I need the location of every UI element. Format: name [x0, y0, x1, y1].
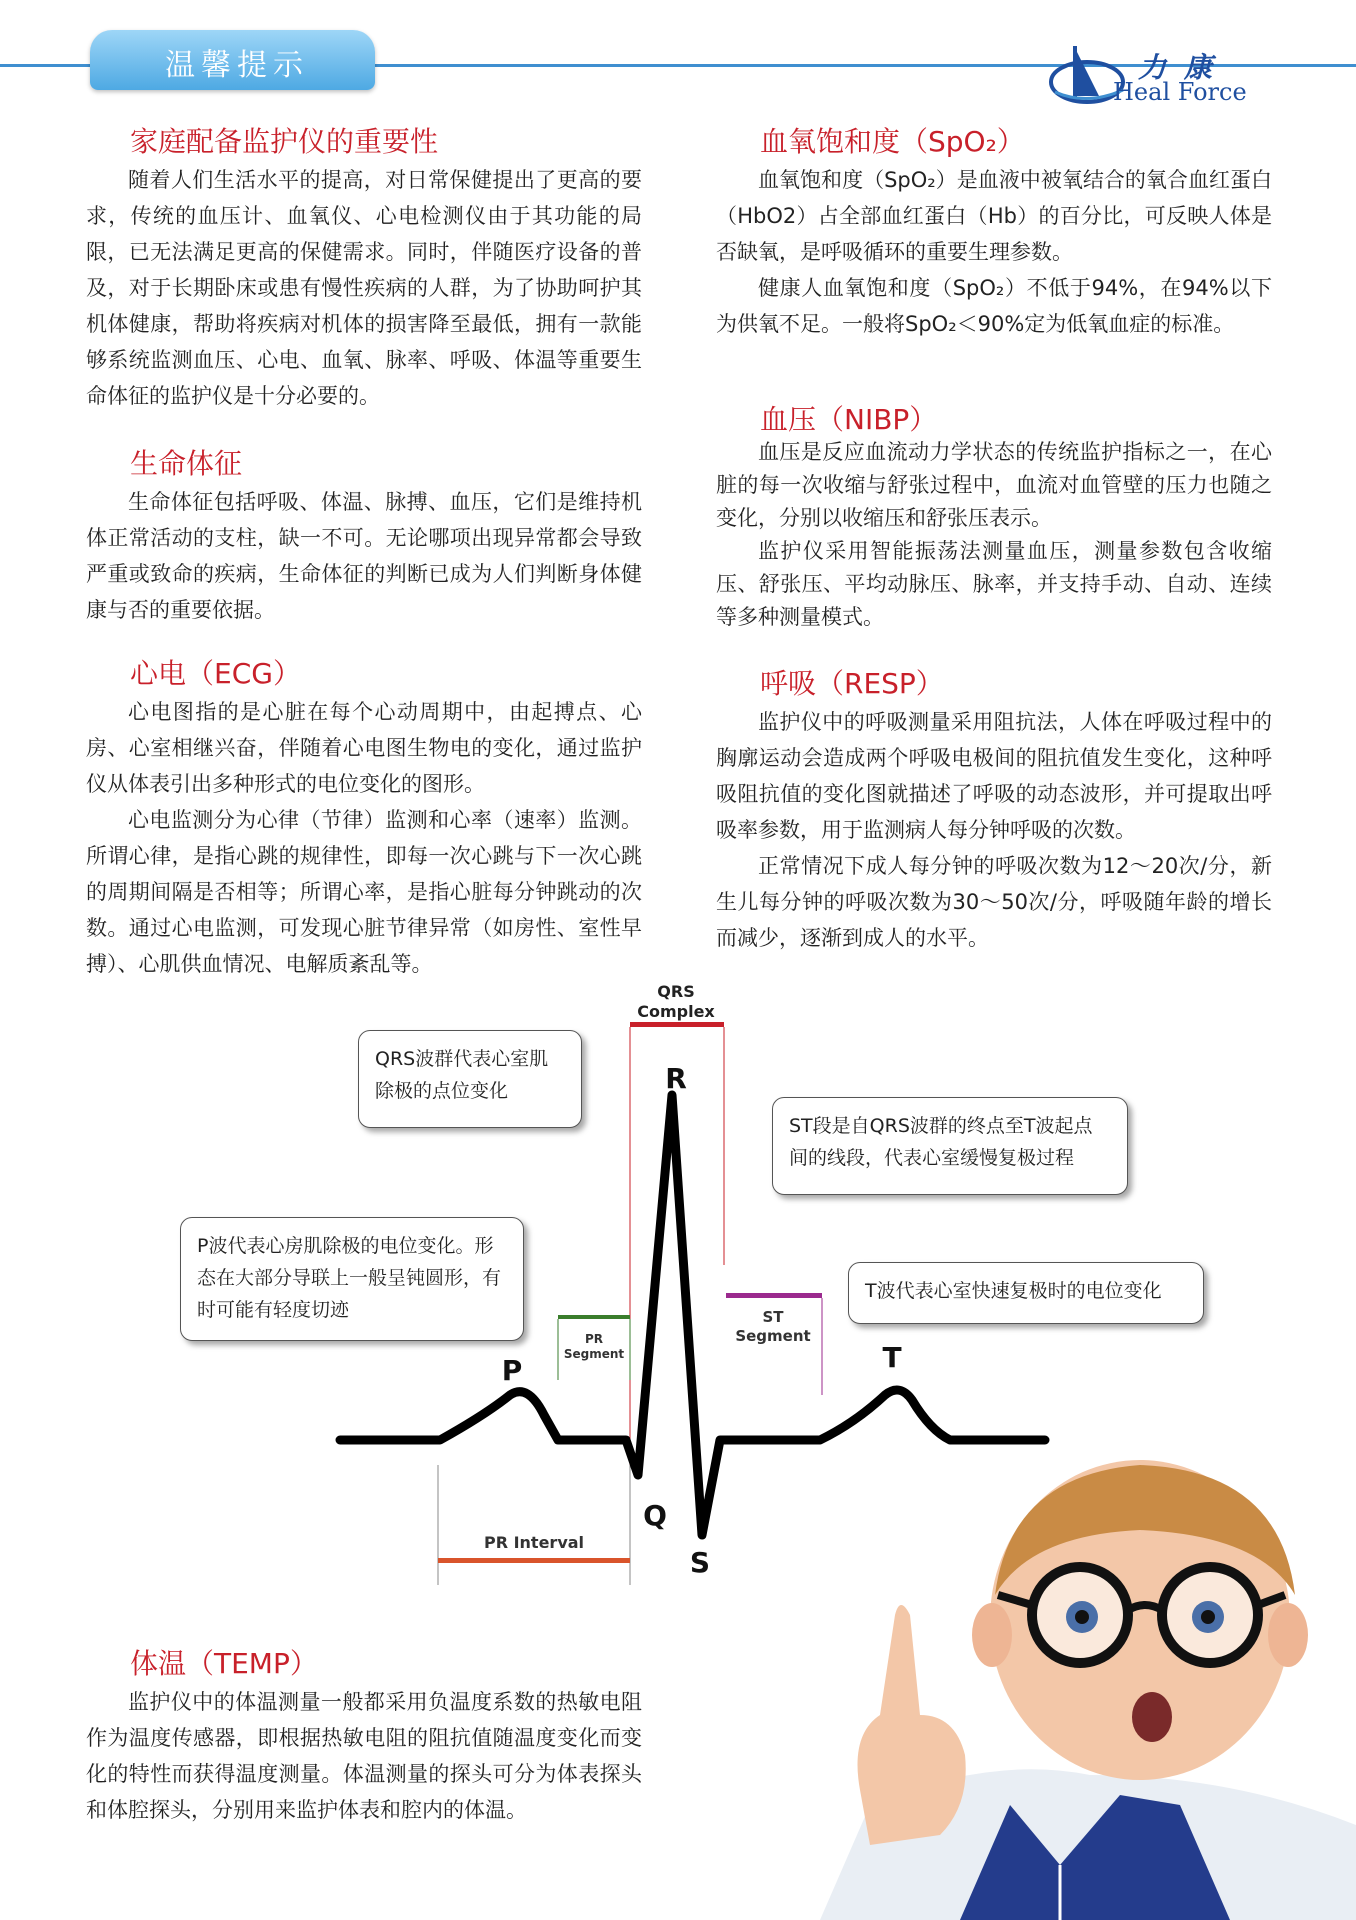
label-st-segment-1: ST [762, 1308, 784, 1326]
label-qrs-1: QRS [657, 982, 695, 1001]
callout-p: P波代表心房肌除极的电位变化。形态在大部分导联上一般呈钝圆形，有时可能有轻度切迹 [180, 1217, 524, 1341]
label-pr-interval: PR Interval [483, 1533, 585, 1552]
callout-st: ST段是自QRS波群的终点至T波起点间的线段，代表心室缓慢复极过程 [772, 1097, 1128, 1195]
label-pr-segment-2: Segment [563, 1347, 625, 1361]
pr-segment-bar [558, 1315, 630, 1319]
label-st-segment-2: Segment [735, 1327, 811, 1345]
section-title-resp: 呼吸（RESP） [760, 667, 944, 700]
label-s-wave: S [689, 1546, 711, 1579]
label-t-wave: T [882, 1341, 902, 1374]
section-title-spo2: 血氧饱和度（SpO₂） [760, 125, 1025, 158]
section-title-vital-signs: 生命体征 [130, 447, 243, 480]
paragraph-spo2-1: 血氧饱和度（SpO₂）是血液中被氧结合的氧合血红蛋白（HbO2）占全部血红蛋白（Hb）的百分比，可反映人体是否缺氧，是呼吸循环的重要生理参数。 [716, 168, 1272, 264]
label-qrs-2: Complex [637, 1002, 715, 1021]
label-q-wave: Q [643, 1499, 667, 1532]
paragraph-nibp-1: 血压是反应血流动力学状态的传统监护指标之一，在心脏的每一次收缩与舒张过程中，血流对血管壁的压力也随之变化，分别以收缩压和舒张压表示。 [716, 440, 1272, 530]
paragraph-temp: 监护仪中的体温测量一般都采用负温度系数的热敏电阻作为温度传感器，即根据热敏电阻的阻抗值随温度变化而变化的特性而获得温度测量。体温测量的探头可分为体表探头和体腔探头，分别用来监护体表和腔内的体温。 [86, 1690, 642, 1822]
section-title-nibp: 血压（NIBP） [760, 403, 938, 436]
section-title-ecg: 心电（ECG） [130, 657, 301, 690]
paragraph-resp-1: 监护仪中的呼吸测量采用阻抗法，人体在呼吸过程中的胸廓运动会造成两个呼吸电极间的阻抗值发生变化，这种呼吸阻抗值的变化图就描述了呼吸的动态波形，并可提取出呼吸率参数，用于监测病人每分钟呼吸的次数。 [716, 710, 1272, 842]
paragraph-resp-2: 正常情况下成人每分钟的呼吸次数为12～20次/分，新生儿每分钟的呼吸次数为30～50次/分，呼吸随年龄的增长而减少，逐渐到成人的水平。 [716, 854, 1272, 950]
qrs-bracket [630, 1022, 724, 1027]
paragraph-ecg-1: 心电图指的是心脏在每个心动周期中，由起搏点、心房、心室相继兴奋，伴随着心电图生物电的变化，通过监护仪从体表引出多种形式的电位变化的图形。 [86, 700, 642, 796]
callout-t: T波代表心室快速复极时的电位变化 [848, 1262, 1204, 1324]
header-tab-title: 温馨提示 [165, 48, 309, 83]
paragraph-spo2-2: 健康人血氧饱和度（SpO₂）不低于94%，在94%以下为供氧不足。一般将SpO₂＜90%定为低氧血症的标准。 [716, 276, 1272, 336]
pr-interval-bar [438, 1558, 630, 1563]
label-p-wave: P [501, 1354, 523, 1387]
section-title-temp: 体温（TEMP） [130, 1647, 318, 1680]
logo-chinese-text: 力康 [1138, 51, 1231, 84]
section-title-home-monitor: 家庭配备监护仪的重要性 [130, 125, 439, 158]
label-r-wave: R [665, 1062, 687, 1095]
label-pr-segment-1: PR [584, 1332, 604, 1346]
paragraph-ecg-2: 心电监测分为心律（节律）监测和心率（速率）监测。所谓心律，是指心跳的规律性，即每一次心跳与下一次心跳的周期间隔是否相等；所谓心率，是指心脏每分钟跳动的次数。通过心电监测，可发现心脏节律异常（如房性、室性早搏）、心肌供血情况、电解质紊乱等。 [86, 808, 642, 976]
st-segment-bar [726, 1293, 822, 1298]
paragraph-home-monitor: 随着人们生活水平的提高，对日常保健提出了更高的要求，传统的血压计、血氧仪、心电检测仪由于其功能的局限，已无法满足更高的保健需求。同时，伴随医疗设备的普及，对于长期卧床或患有慢性疾病的人群，为了协助呵护其机体健康，帮助将疾病对机体的损害降至最低，拥有一款能够系统监测血压、心电、血氧、脉率、呼吸、体温等重要生命体征的监护仪是十分必要的。 [86, 168, 642, 408]
logo-english-text: Heal Force [1113, 78, 1247, 106]
boy-with-glasses-illustration [760, 1445, 1356, 1920]
paragraph-vital-signs: 生命体征包括呼吸、体温、脉搏、血压，它们是维持机体正常活动的支柱，缺一不可。无论哪项出现异常都会导致严重或致命的疾病，生命体征的判断已成为人们判断身体健康与否的重要依据。 [86, 490, 642, 622]
callout-qrs: QRS波群代表心室肌除极的点位变化 [358, 1030, 582, 1128]
paragraph-nibp-2: 监护仪采用智能振荡法测量血压，测量参数包含收缩压、舒张压、平均动脉压、脉率，并支持手动、自动、连续等多种测量模式。 [716, 539, 1272, 629]
